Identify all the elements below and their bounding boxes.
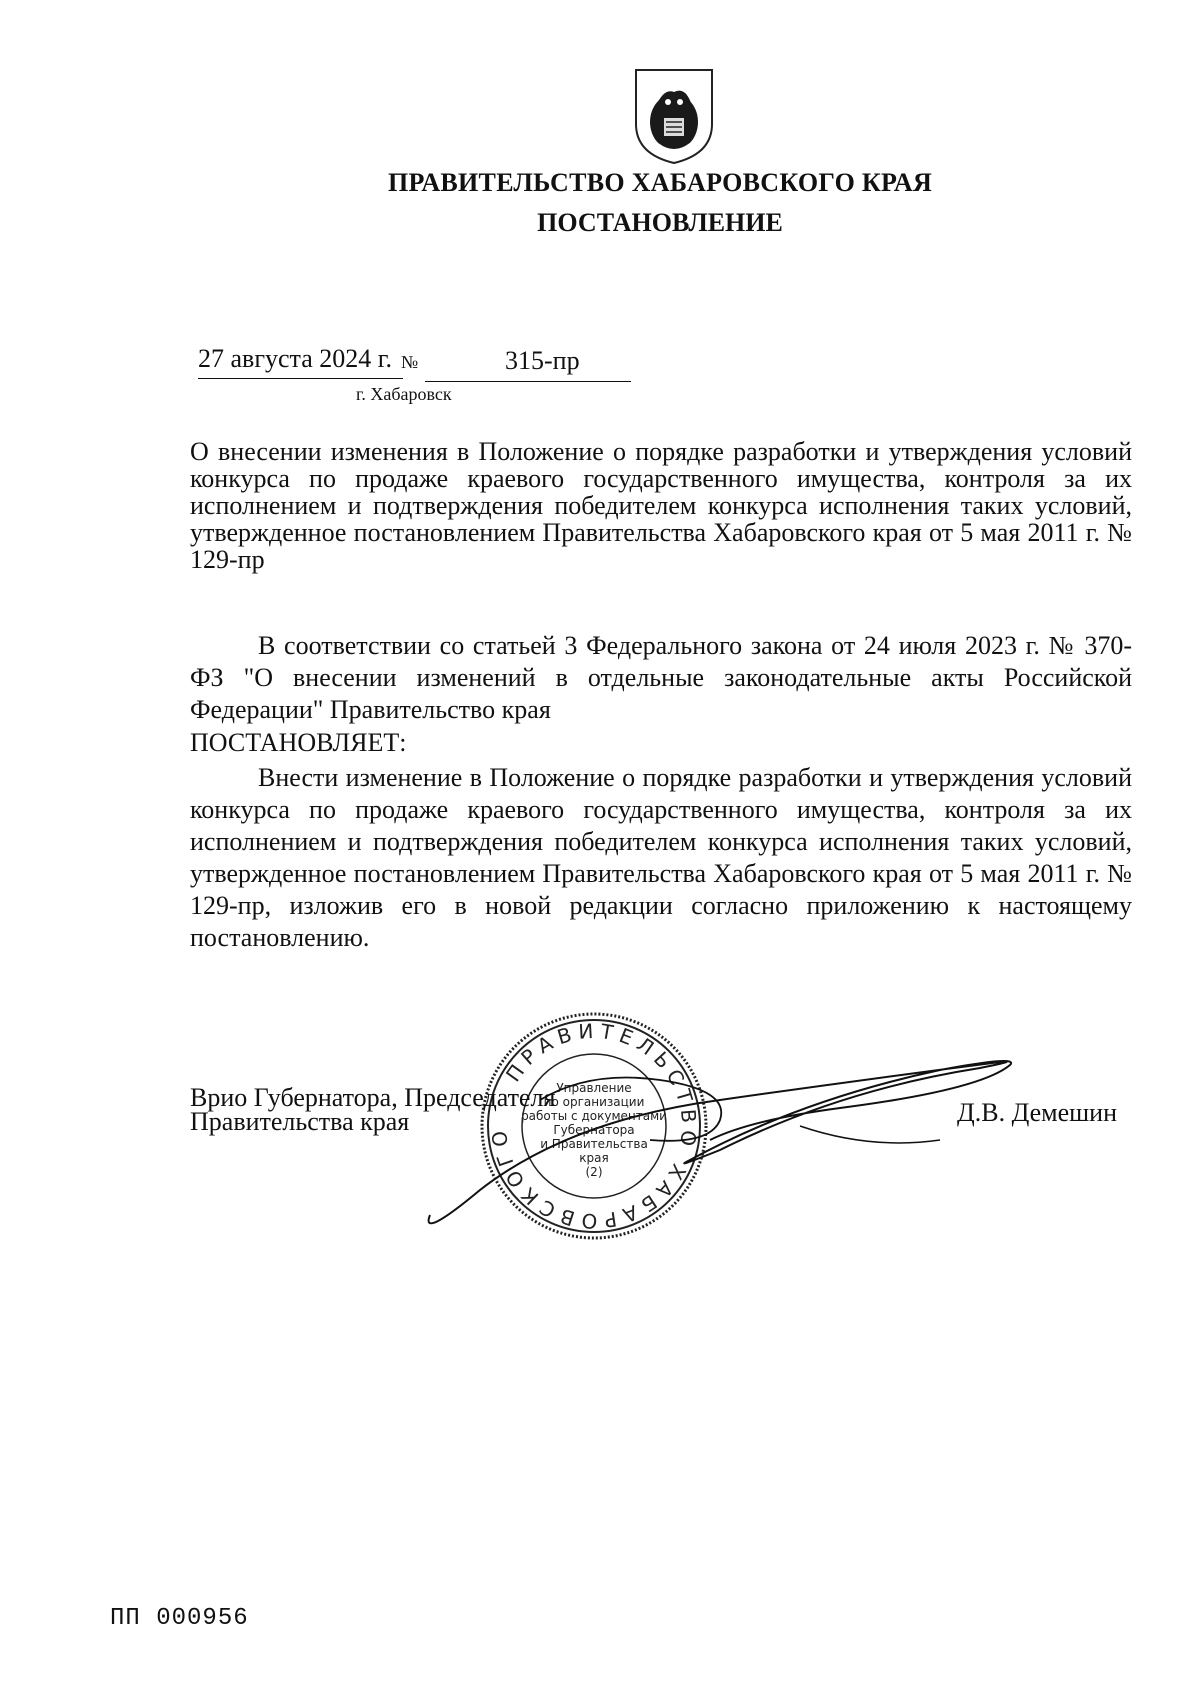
signatory-position-line-2: Правительства края [190,1107,410,1136]
handwritten-signature [420,1030,1030,1240]
resolves-heading: ПОСТАНОВЛЯЕТ: [190,728,407,757]
document-city: г. Хабаровск [356,384,452,404]
stamp-line-2: по организации [543,1095,645,1109]
document-subject: О внесении изменения в Положение о порядке разработки и утверждения условий конкурса по продаже краевого государственного имущества, контроля за их исполнением и подтверждения победителем конкурса исполнения таких условий, утвержденное постановлением Правительства Хабаровского края от 5 мая 2011 г. № 129-пр [190,437,1132,574]
signatory-position-line-1: Врио Губернатора, Председателя [190,1083,556,1112]
document-number: 315-пр [505,346,580,375]
stamp-line-5: и Правительства [540,1137,648,1151]
stamp-line-3: работы с документами [521,1109,667,1123]
document-type-title: ПОСТАНОВЛЕНИЕ [537,208,783,237]
signatory-name: Д.В. Демешин [957,1098,1118,1127]
preamble-paragraph: В соответствии со статьей 3 Федерального закона от 24 июля 2023 г. № 370-ФЗ "О внесении изменений в отдельные законодательные акты Российской Федерации" Правительство края [190,631,1132,724]
stamp-line-1: Управление [556,1081,632,1095]
stamp-line-7: (2) [585,1165,603,1179]
document-date: 27 августа 2024 г. [198,344,392,373]
stamp-line-4: Губернатора [553,1123,635,1137]
stamp-line-6: края [579,1151,609,1165]
number-underline [425,381,631,382]
coat-of-arms-emblem [630,66,718,166]
organization-title: ПРАВИТЕЛЬСТВО ХАБАРОВСКОГО КРАЯ [387,168,933,197]
stamp-outer-text: ПРАВИТЕЛЬСТВО ХАБАРОВСКОГО [486,1018,702,1234]
decision-paragraph: Внести изменение в Положение о порядке разработки и утверждения условий конкурса по продаже краевого государственного имущества, контроля за их исполнением и подтверждения победителем конкурса исполнения таких условий, утвержденное постановлением Правительства Хабаровского края от 5 мая 2011 г. № 129-пр, изложив его в новой редакции согласно приложению к настоящему постановлению. [190,763,1132,952]
date-underline [198,378,403,379]
number-label: № [401,352,419,372]
form-serial-number: ПП 000956 [110,1605,249,1632]
